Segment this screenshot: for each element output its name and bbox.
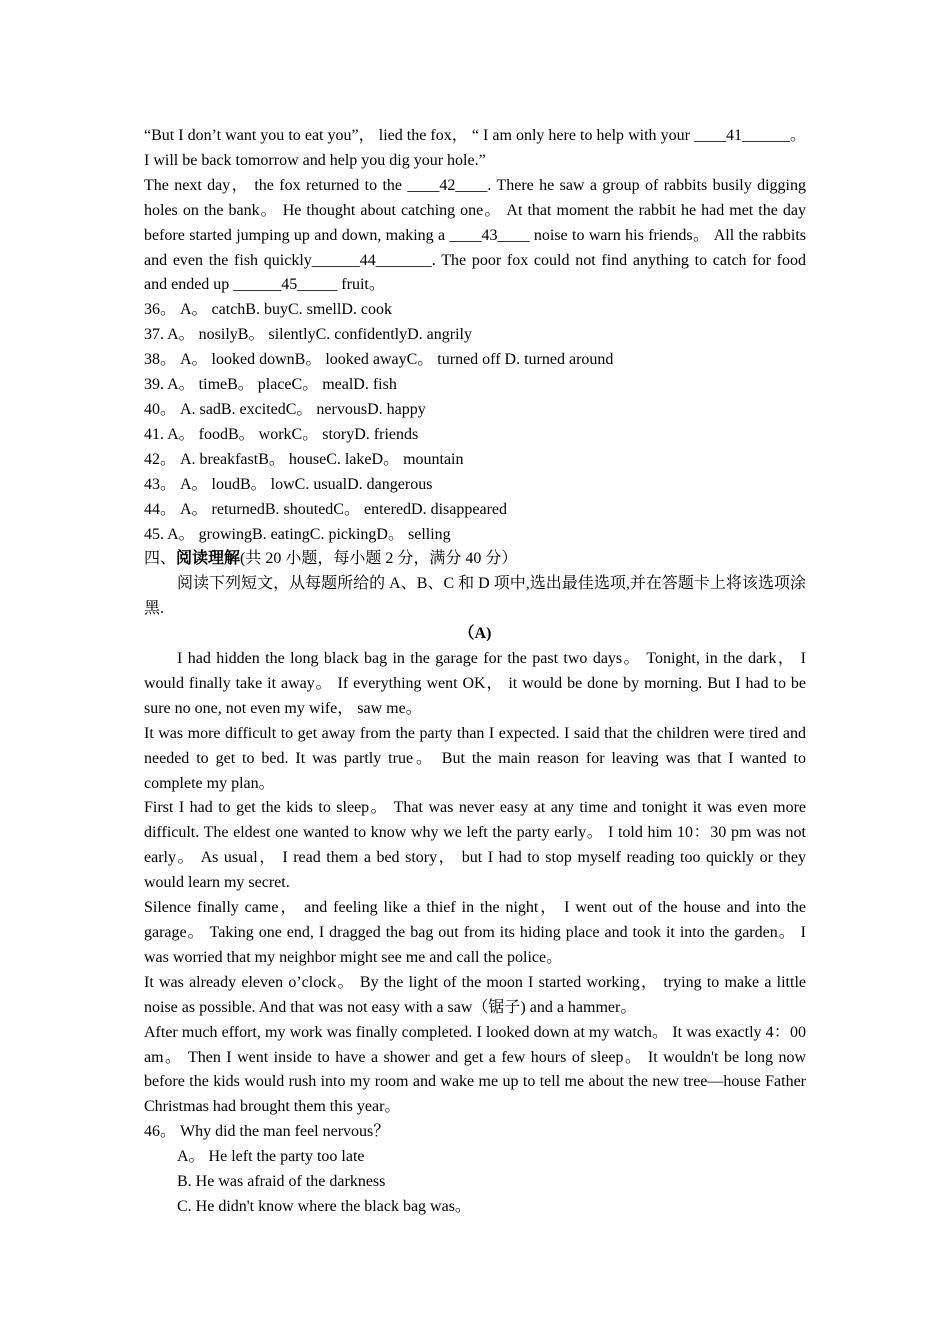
section-note: (共 20 小题，每小题 2 分，满分 40 分） [240,550,518,568]
cloze-option-line: 38。 A。 looked downB。 looked awayC。 turned off D. turned around [144,351,614,369]
passage-paragraph: It was more difficult to get away from the party than I expected. I said that the children were tired and needed to get to bed. It was partly true。 But the main reason for leaving was that I wanted to complete my plan。 [144,724,806,792]
section-prefix: 四、 [144,550,177,568]
cloze-option-line: 41. A。 foodB。 workC。 storyD. friends [144,425,419,443]
question-stem: 46。 Why did the man feel nervous？ [144,1123,390,1141]
cloze-option-line: 45. A。 growingB. eatingC. pickingD。 selling [144,525,451,543]
cloze-option-line: 37. A。 nosilyB。 silentlyC. confidentlyD. angrily [144,326,472,344]
cloze-option-line: 39. A。 timeB。 placeC。 mealD. fish [144,376,397,394]
question-option: B. He was afraid of the darkness [177,1173,386,1191]
section-instruction: 阅读下列短文，从每题所给的 A、B、C 和 D 项中,选出最佳选项,并在答题卡上将该选项涂黑. [144,575,806,618]
cloze-option-line: 36。 A。 catchB. buyC. smellD. cook [144,301,392,319]
cloze-option-line: 42。 A. breakfastB。 houseC. lakeD。 mountain [144,450,464,468]
passage-paragraph: First I had to get the kids to sleep。 That was never easy at any time and tonight it was even more difficult. The eldest one wanted to know why we left the party early。 I told him 10：30 pm was not early。 As usual， I read them a bed story， but I had to stop myself reading too quickly or they would learn my secret. [144,799,806,892]
question-option: A。 He left the party too late [177,1148,365,1166]
passage-label: （A) [458,625,492,643]
section-heading [144,547,806,572]
passage-paragraph: It was already eleven o’clock。 By the light of the moon I started working， trying to make a little noise as possible. And that was not easy with a saw（锯子) and a hammer。 [144,973,806,1016]
cloze-paragraph: The next day， the fox returned to the ____42____. There he saw a group of rabbits busily digging holes on the bank。 He thought about catching one。 At that moment the rabbit he had met the day before started jumping up and down, making a ____43____ noise to warn his friends。 All the rabbits and even the fish quickly______44_______. The poor fox could not find anything to catch for food and ended up ______45_____ fruit。 [144,176,806,294]
question-option: C. He didn't know where the black bag was。 [177,1197,471,1215]
section-title: 阅读理解 [176,550,241,568]
document-page [144,124,806,1220]
passage-paragraph: I had hidden the long black bag in the garage for the past two days。 Tonight, in the dark， I would finally take it away。 If everything went OK， it would be done by morning. But I had to be sure no one, not even my wife， saw me。 [144,650,806,717]
cloze-paragraph: “But I don’t want you to eat you”， lied the fox， “ I am only here to help with your ____41______。 I will be back tomorrow and help you dig your hole.” [144,127,806,169]
cloze-option-line: 40。 A. sadB. excitedC。 nervousD. happy [144,400,426,418]
cloze-option-line: 44。 A。 returnedB. shoutedC。 enteredD. disappeared [144,500,508,518]
passage-paragraph: Silence finally came， and feeling like a thief in the night， I went out of the house and into the garage。 Taking one end, I dragged the bag out from its hiding place and took it into the garden。 I was worried that my neighbor might see me and call the police。 [144,899,806,966]
cloze-option-line: 43。 A。 loudB。 lowC. usualD. dangerous [144,475,433,493]
passage-paragraph: After much effort, my work was finally completed. I looked down at my watch。 It was exactly 4：00 am。 Then I went inside to have a shower and get a few hours of sleep。 It wouldn't be long now before the kids would rush into my room and wake me up to tell me about the new tree—house Father Christmas had brought them this year。 [144,1023,807,1116]
